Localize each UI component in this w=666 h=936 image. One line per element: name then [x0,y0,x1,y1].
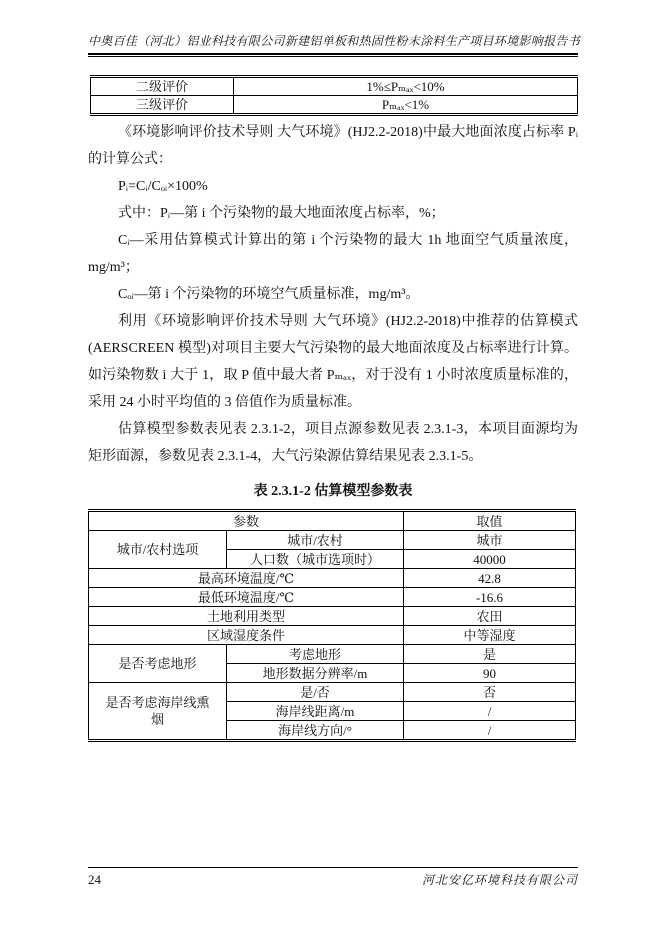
grade-label-cell: 三级评价 [91,96,234,115]
table-row [89,607,576,626]
value-cell: -16.6 [404,588,576,607]
header-title: 中奥百佳（河北）铝业科技有限公司新建铝单板和热固性粉末涂料生产项目环境影响报告书 [88,34,581,48]
group-label-cell: 是否考虑海岸线熏烟 [89,683,227,741]
value-cell: / [404,702,576,721]
sub-param-cell: 地形数据分辨率/m [227,664,404,683]
param-label-cell: 最低环境温度/℃ [89,588,404,607]
table-caption: 表 2.3.1-2 估算模型参数表 [253,484,413,499]
group-label-cell: 是否考虑地形 [89,645,227,683]
evaluation-grade-table [90,75,578,116]
page-footer [88,867,578,888]
paragraph-aerscreen: 利用《环境影响评价技术导则 大气环境》(HJ2.2-2018)中推荐的估算模式(AERSCREEN 模型)对项目主要大气污染物的最大地面浓度及占标率进行计算。如污染物数 i 大于 1，取 P 值中最大者 Pₘₐₓ，对于没有 1 小时浓度质量标准的，采用 24 小时平均值的 3 倍值作为质量标准。 [88,314,578,410]
sub-param-cell: 海岸线方向/° [227,721,404,741]
param-label-cell: 土地利用类型 [89,607,404,626]
body-text [88,119,578,742]
value-cell: 是 [404,645,576,664]
table-row [89,645,576,664]
formula-pmax: Pᵢ=Cᵢ/Cₒᵢ×100% [118,179,208,194]
paragraph-table-references: 估算模型参数表见表 2.3.1-2，项目点源参数见表 2.3.1-3，本项目面源均为矩形面源，参数见表 2.3.1-4，大气污染源估算结果见表 2.3.1-5。 [88,422,578,464]
param-label-cell: 区域湿度条件 [89,626,404,645]
paragraph-term-pi: 式中：Pᵢ—第 i 个污染物的最大地面浓度占标率，%； [118,206,445,221]
value-cell: / [404,721,576,741]
table-row [91,96,578,115]
paragraph-term-coi: Cₒᵢ—第 i 个污染物的环境空气质量标准，mg/m³。 [118,287,420,302]
value-header-cell: 取值 [404,511,576,531]
page-header [88,33,581,57]
table-row [89,588,576,607]
group-label-cell: 城市/农村选项 [89,531,227,569]
sub-param-cell: 海岸线距离/m [227,702,404,721]
header-rule-thick-line [88,53,578,55]
value-cell: 农田 [404,607,576,626]
table-row [89,569,576,588]
footer-company-name: 河北安亿环境科技有限公司 [421,873,578,887]
paragraph-term-ci: Cᵢ—采用估算模式计算出的第 i 个污染物的最大 1h 地面空气质量浓度，mg/m³； [88,233,578,275]
value-cell: 否 [404,683,576,702]
param-label-cell: 最高环境温度/℃ [89,569,404,588]
param-header-cell: 参数 [89,511,404,531]
value-cell: 中等湿度 [404,626,576,645]
sub-param-cell: 考虑地形 [227,645,404,664]
table-row [89,626,576,645]
table-row [89,531,576,550]
value-cell: 城市 [404,531,576,550]
paragraph-guideline-intro: 《环境影响评价技术导则 大气环境》(HJ2.2-2018)中最大地面浓度占标率 Pᵢ 的计算公式： [88,125,578,167]
table-row [89,683,576,702]
estimation-model-parameter-table [88,509,576,742]
value-cell: 40000 [404,550,576,569]
grade-label-cell: 二级评价 [91,77,234,96]
value-cell: 90 [404,664,576,683]
page-number: 24 [88,872,101,887]
value-cell: 42.8 [404,569,576,588]
table-row [91,77,578,96]
header-rule [88,53,578,57]
grade-value-cell: Pₘₐₓ<1% [234,96,578,115]
grade-value-cell: 1%≤Pₘₐₓ<10% [234,77,578,96]
header-rule-thin-line [88,56,578,57]
sub-param-cell: 城市/农村 [227,531,404,550]
sub-param-cell: 人口数（城市选项时） [227,550,404,569]
sub-param-cell: 是/否 [227,683,404,702]
table-header-row [89,511,576,531]
